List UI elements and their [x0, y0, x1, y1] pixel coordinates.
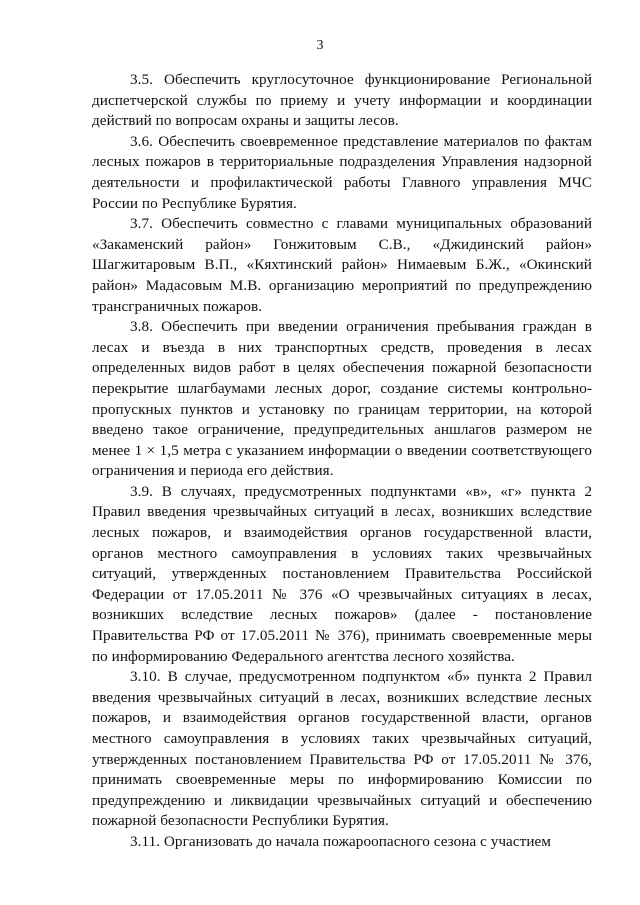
paragraph-3-7: 3.7. Обеспечить совместно с главами муниципальных образований «Закаменский район» Гонжитовым С.В., «Джидинский район» Шагжитаровым В.П., «Кяхтинский район» Нимаевым Б.Ж., «Окинский район» Мадасовым М.В. организацию мероприятий по предупреждению трансграничных пожаров. — [92, 215, 592, 315]
paragraph-3-6: 3.6. Обеспечить своевременное представление материалов по фактам лесных пожаров в территориальные подразделения Управления надзорной деятельности и профилактической работы Главного управления МЧС России по Республике Бурятия. — [92, 132, 592, 212]
page-number: 3 — [316, 38, 324, 53]
paragraph-3-9: 3.9. В случаях, предусмотренных подпунктами «в», «г» пункта 2 Правил введения чрезвычайных ситуаций в лесах, возникших вследствие лесных пожаров, и взаимодействия органов государственной власти, органов местного самоуправления в условиях таких чрезвычайных ситуаций, утвержденных постановлением Правительства Российской Федерации от 17.05.2011 № 376 «О чрезвычайных ситуациях в лесах, возникших вследствие лесных пожаров» (далее - постановление Правительства РФ от 17.05.2011 № 376), принимать своевременные меры по информированию Федерального агентства лесного хозяйства. — [92, 482, 592, 665]
paragraph-3-5: 3.5. Обеспечить круглосуточное функционирование Региональной диспетчерской службы по приему и учету информации и координации действий по вопросам охраны и защиты лесов. — [92, 71, 592, 130]
document-body — [92, 70, 592, 853]
paragraph-3-8: 3.8. Обеспечить при введении ограничения пребывания граждан в лесах и въезда в них транспортных средств, проведения в лесах определенных видов работ в целях обеспечения пожарной безопасности перекрытие шлагбаумами лесных дорог, создание системы контрольно-пропускных пунктов и установку по границам территории, на которой введено такое ограничение, предупредительных аншлагов размером не менее 1 × 1,5 метра с указанием информации о введении соответствующего ограничения и периода его действия. — [92, 318, 592, 480]
paragraph-3-10: 3.10. В случае, предусмотренном подпунктом «б» пункта 2 Правил введения чрезвычайных ситуаций в лесах, возникших вследствие лесных пожаров, и взаимодействия органов государственной власти, органов местного самоуправления в условиях таких чрезвычайных ситуаций, утвержденных постановлением Правительства РФ от 17.05.2011 № 376, принимать своевременные меры по информированию Комиссии по предупреждению и ликвидации чрезвычайных ситуаций и обеспечению пожарной безопасности Республики Бурятия. — [92, 668, 592, 830]
paragraph-3-11: 3.11. Организовать до начала пожароопасного сезона с участием — [130, 832, 551, 850]
